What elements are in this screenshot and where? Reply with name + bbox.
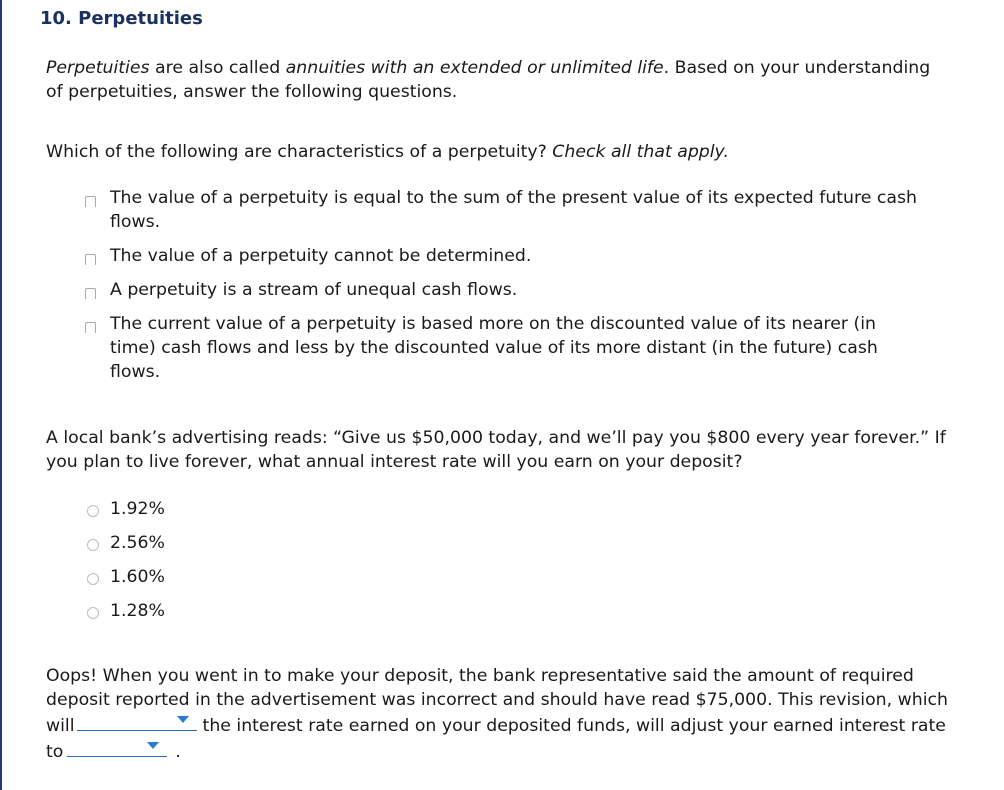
checkbox-option-1[interactable] [85, 196, 96, 207]
intro-italic-term: Perpetuities [46, 58, 150, 78]
question1-hint: Check all that apply. [552, 142, 729, 162]
rate-change-dropdown[interactable] [77, 712, 197, 731]
question2-option-3-label: 1.60% [110, 567, 165, 587]
radio-option-1[interactable] [87, 505, 99, 517]
checkbox-option-2[interactable] [85, 254, 96, 265]
radio-option-4[interactable] [87, 607, 99, 619]
adjusted-rate-dropdown[interactable] [67, 738, 167, 757]
question2-prompt: A local bank’s advertising reads: “Give us $50,000 today, and we’ll pay you $800 every year forever.” If you plan to live forever, what annual interest rate will you earn on your deposit? [46, 428, 946, 472]
checkbox-option-4[interactable] [85, 322, 96, 333]
checkbox-option-3[interactable] [85, 288, 96, 299]
question2-option-4-label: 1.28% [110, 601, 165, 621]
question1-option-4-label: The current value of a perpetuity is based more on the discounted value of its nearer (in time) cash flows and less by the discounted value of its more distant (in the future) cash flows. [110, 314, 878, 382]
radio-option-2[interactable] [87, 539, 99, 551]
chevron-down-icon [147, 742, 159, 749]
question2-option-2-label: 2.56% [110, 533, 165, 553]
question-title: 10. Perpetuities [40, 8, 203, 29]
question1-prompt: Which of the following are characteristics of a perpetuity? Check all that apply. [46, 142, 729, 162]
intro-italic-definition: annuities with an extended or unlimited life [285, 58, 664, 78]
question1-option-1-label: The value of a perpetuity is equal to the sum of the present value of its expected future cash flows. [110, 188, 917, 232]
question1-option-2-label: The value of a perpetuity cannot be determined. [110, 246, 532, 266]
chevron-down-icon [177, 716, 189, 723]
question3-paragraph: Oops! When you went in to make your deposit, the bank representative said the amount of required deposit reported in the advertisement was incorrect and should have read $75,000. This revision, which will the interest rate earned on your deposited funds, will adjust your earned interest rate to . [46, 666, 948, 762]
intro-paragraph: Perpetuities are also called annuities with an extended or unlimited life. Based on your understanding of perpetuities, answer the following questions. [46, 58, 931, 102]
left-accent-bar [0, 0, 2, 790]
question1-option-3-label: A perpetuity is a stream of unequal cash flows. [110, 280, 518, 300]
question2-option-1-label: 1.92% [110, 499, 165, 519]
radio-option-3[interactable] [87, 573, 99, 585]
